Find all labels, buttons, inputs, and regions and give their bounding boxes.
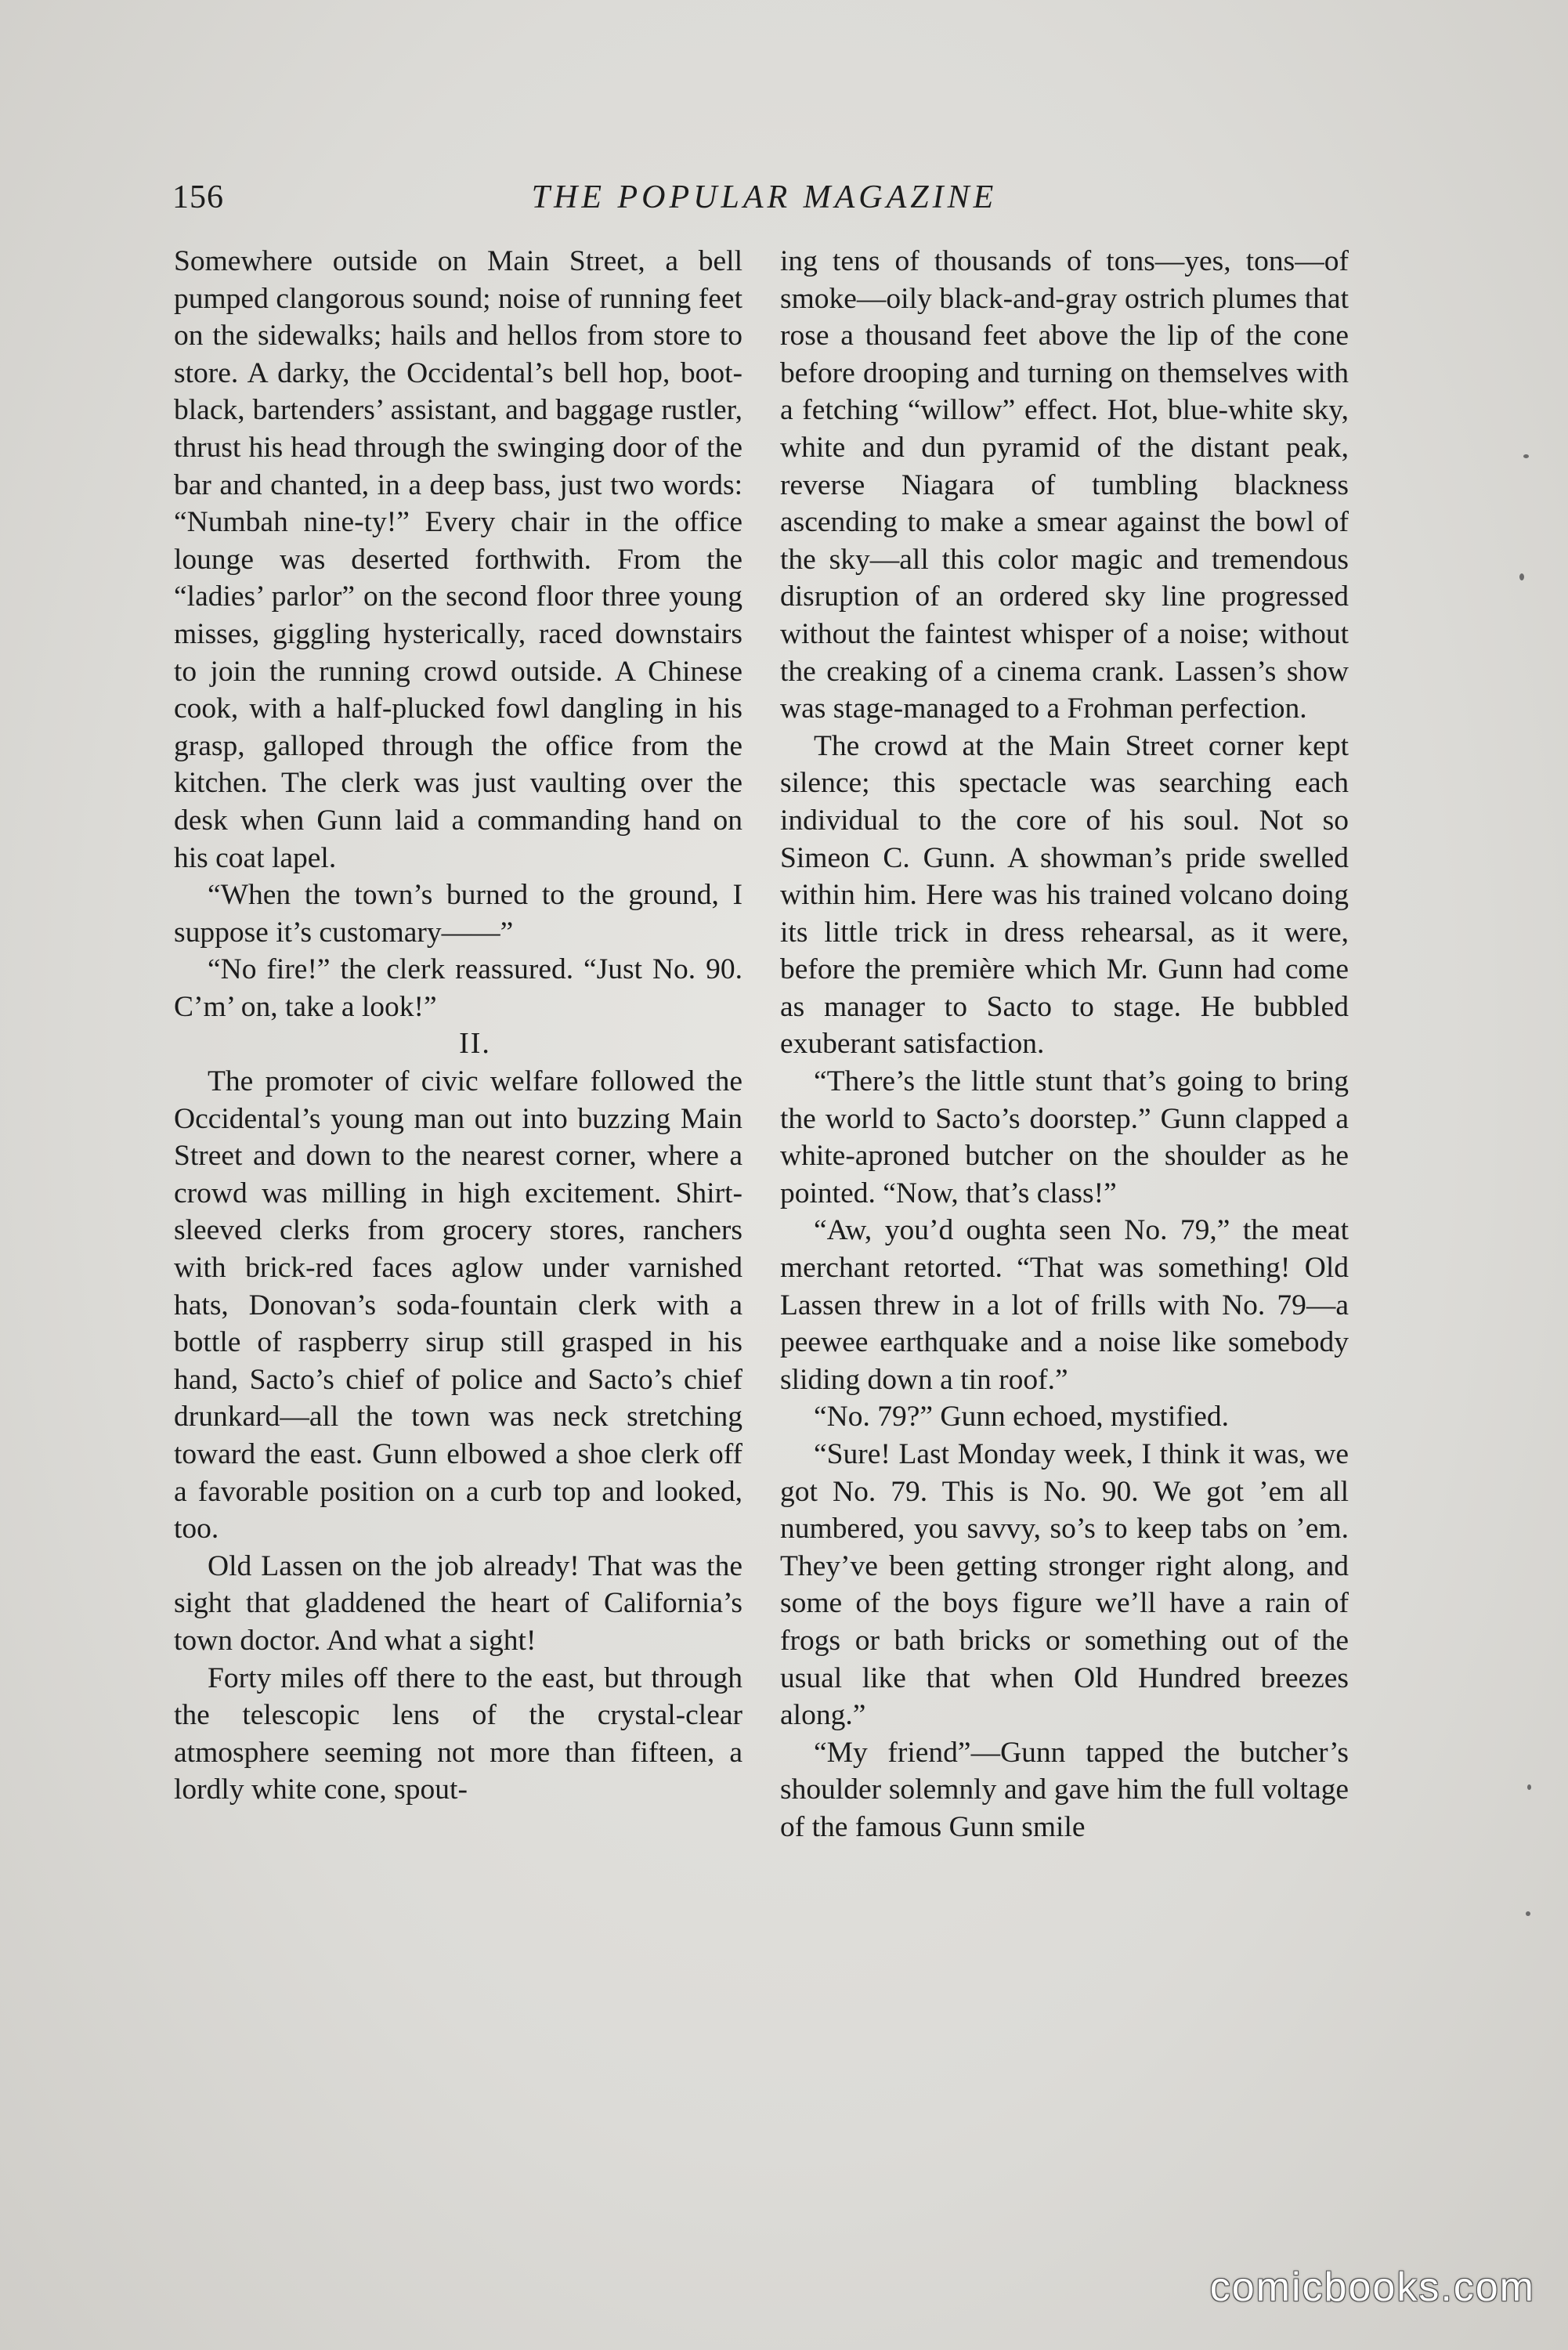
- paragraph: “No fire!” the clerk reassured. “Just No. 90. C’m’ on, take a look!”: [174, 953, 742, 1023]
- right-column: [780, 243, 1349, 1846]
- paragraph: Forty miles off there to the east, but through the telescopic lens of the crystal-clear atmosphere seeming not more than fifteen, a lordly white cone, spout-: [174, 1661, 742, 1806]
- watermark: comicbooks.com: [1209, 2265, 1535, 2310]
- paragraph: The promoter of civic welfare followed the Occidental’s young man out into buzzing Main Street and down to the nearest corner, where a crowd was milling in high excitement. Shirt-sleeved clerks from grocery stores, ranchers with brick-red faces aglow under varnished hats, Donovan’s soda-fountain clerk with a bottle of raspberry sirup still grasped in his hand, Sacto’s chief of police and Sacto’s chief drunkard—all the town was neck stretching toward the east. Gunn elbowed a shoe clerk off a favorable position on a curb top and looked, too.: [174, 1065, 742, 1546]
- paper-speck: [1526, 1911, 1530, 1916]
- paragraph: Somewhere outside on Main Street, a bell pumped clangorous sound; noise of running feet on the sidewalks; hails and hellos from store to store. A darky, the Occidental’s bell hop, boot-black, bartenders’ assistant, and baggage rustler, thrust his head through the swinging door of the bar and chanted, in a deep bass, just two words: “Numbah nine-ty!” Every chair in the office lounge was deserted forthwith. From the “ladies’ parlor” on the second floor three young misses, giggling hysterically, raced downstairs to join the running crowd outside. A Chinese cook, with a half-plucked fowl dangling in his grasp, galloped through the office from the kitchen. The clerk was just vaulting over the desk when Gunn laid a commanding hand on his coat lapel.: [174, 245, 742, 874]
- paragraph: “Aw, you’d oughta seen No. 79,” the meat merchant retorted. “That was something! Old Lassen threw in a lot of frills with No. 79—a peewee earthquake and a noise like somebody sliding down a tin roof.”: [780, 1214, 1349, 1396]
- paragraph: “My friend”—Gunn tapped the butcher’s shoulder solemnly and gave him the full voltage of the famous Gunn smile: [780, 1736, 1349, 1843]
- page-number: 156: [172, 179, 224, 215]
- paper-speck: [1527, 1784, 1531, 1790]
- paragraph: “No. 79?” Gunn echoed, mystified.: [814, 1401, 1230, 1434]
- left-column: [174, 243, 742, 1809]
- paragraph: Old Lassen on the job already! That was the sight that gladdened the heart of California’s town doctor. And what a sight!: [174, 1549, 742, 1657]
- paragraph: “There’s the little stunt that’s going to bring the world to Sacto’s doorstep.” Gunn clapped a white-aproned butcher on the shoulder as he pointed. “Now, that’s class!”: [780, 1065, 1349, 1209]
- paragraph: “When the town’s burned to the ground, I suppose it’s customary——”: [174, 879, 742, 949]
- paper-speck: [1519, 573, 1524, 580]
- running-head: THE POPULAR MAGAZINE: [531, 179, 998, 215]
- section-heading: II.: [459, 1027, 491, 1061]
- paragraph: “Sure! Last Monday week, I think it was, we got No. 79. This is No. 90. We got ’em all numbered, you savvy, so’s to keep tabs on ’em. They’ve been getting stronger right along, and some of the boys figure we’ll have a rain of frogs or bath bricks or something out of the usual like that when Old Hundred breezes along.”: [780, 1438, 1349, 1732]
- paragraph: The crowd at the Main Street corner kept silence; this spectacle was searching each individual to the core of his soul. Not so Simeon C. Gunn. A showman’s pride swelled within him. Here was his trained volcano doing its little trick in dress rehearsal, as it were, before the première which Mr. Gunn had come as manager to Sacto to stage. He bubbled exuberant satisfaction.: [780, 729, 1349, 1061]
- page-header: [172, 179, 1357, 218]
- paper-speck: [1523, 454, 1529, 458]
- paragraph: ing tens of thousands of tons—yes, tons—of smoke—oily black-and-gray ostrich plumes that rose a thousand feet above the lip of the cone before drooping and turning on themselves with a fetching “willow” effect. Hot, blue-white sky, white and dun pyramid of the distant peak, reverse Niagara of tumbling blackness ascending to make a smear against the bowl of the sky—all this color magic and tremendous disruption of an ordered sky line progressed without the faintest whisper of a noise; without the creaking of a cinema crank. Lassen’s show was stage-managed to a Frohman perfection.: [780, 245, 1349, 725]
